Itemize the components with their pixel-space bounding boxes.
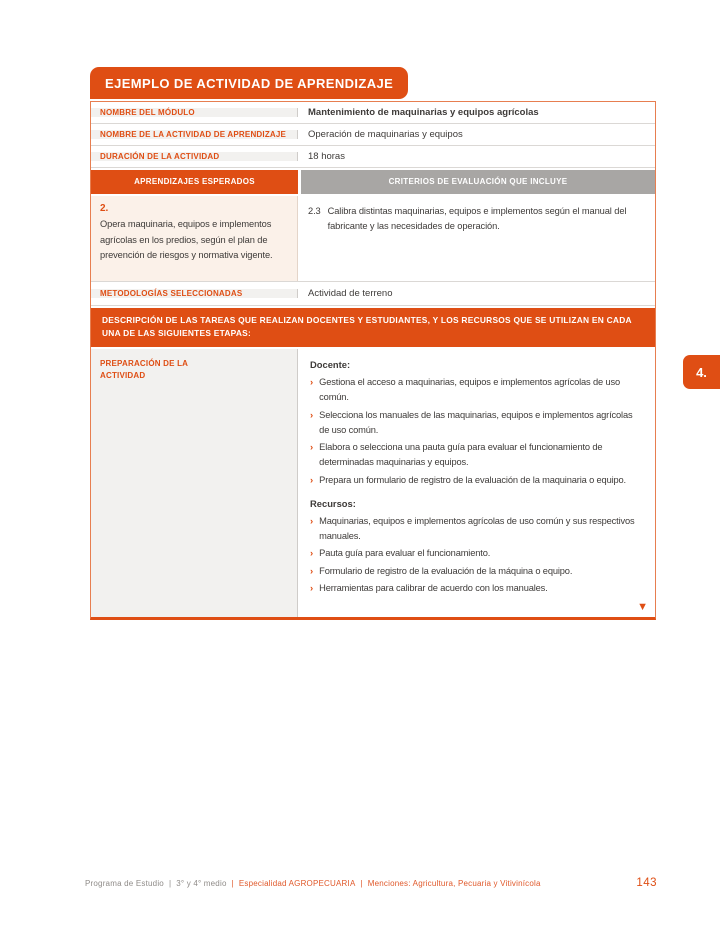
row-label: DURACIÓN DE LA ACTIVIDAD: [91, 152, 298, 161]
list-item: › Herramientas para calibrar de acuerdo con los manuales.: [310, 583, 548, 594]
list-item: › Formulario de registro de la evaluación de la máquina o equipo.: [310, 565, 573, 577]
expected-learnings-header: APRENDIZAJES ESPERADOS: [91, 170, 298, 194]
row-value: Actividad de terreno: [308, 288, 393, 299]
page-title: [90, 67, 408, 99]
tasks-description-band: DESCRIPCIÓN DE LAS TAREAS QUE REALIZAN DOCENTES Y ESTUDIANTES, Y LOS RECURSOS QUE SE UTILIZAN EN CADA UNA DE LAS SIGUIENTES ETAPAS:: [91, 306, 655, 349]
docente-bullet-list: [310, 375, 641, 488]
list-item: › Elabora o selecciona una pauta guía para evaluar el funcionamiento de determinadas maquinarias y equipos.: [310, 440, 641, 470]
criterion: [308, 204, 643, 234]
list-item: › Prepara un formulario de registro de la evaluación de la maquinaria o equipo.: [310, 474, 626, 486]
preparation-label: PREPARACIÓN DE LA ACTIVIDAD: [91, 349, 298, 617]
preparation-row: [91, 349, 655, 617]
footer-separator: |: [168, 879, 172, 888]
row-value: Operación de maquinarias y equipos: [308, 129, 463, 140]
bullet-icon: ›: [310, 548, 314, 559]
list-item: › Pauta guía para evaluar el funcionamiento.: [310, 548, 491, 559]
footer-grade: 3° y 4° medio: [176, 879, 227, 888]
expected-learning-cell: [91, 196, 298, 281]
section-tab: 4.: [683, 355, 720, 389]
list-item: › Gestiona el acceso a maquinarias, equipos e implementos agrícolas de uso común.: [310, 375, 641, 405]
page-footer: [85, 877, 657, 889]
row-label: NOMBRE DE LA ACTIVIDAD DE APRENDIZAJE: [91, 130, 298, 139]
footer-mentions: Menciones: Agricultura, Pecuaria y Vitivinícola: [367, 879, 541, 888]
table-row-duration: [91, 146, 655, 168]
bullet-icon: ›: [310, 474, 314, 486]
page-number: 143: [636, 877, 657, 889]
table-row-methodologies: [91, 281, 655, 306]
footer-specialty: Especialidad AGROPECUARIA: [238, 879, 356, 888]
list-item: › Selecciona los manuales de las maquinarias, equipos e implementos agrícolas de uso común.: [310, 408, 641, 438]
recursos-subtitle: Recursos:: [310, 497, 356, 509]
criterion-text: Calibra distintas maquinarias, equipos e implementos según el manual del fabricante y las necesidades de operación.: [327, 206, 627, 231]
bullet-icon: ›: [310, 409, 314, 421]
criterion-number: 2.3: [308, 206, 321, 216]
bullet-icon: ›: [310, 515, 314, 527]
table-row-module-name: [91, 102, 655, 124]
row-label: METODOLOGÍAS SELECCIONADAS: [91, 289, 298, 298]
row-value: Mantenimiento de maquinarias y equipos agrícolas: [308, 107, 539, 118]
footer-program: Programa de Estudio: [85, 879, 164, 888]
bullet-icon: ›: [310, 442, 314, 453]
bullet-icon: ›: [310, 377, 314, 388]
preparation-content: [298, 349, 655, 617]
column-headers-row: [91, 168, 655, 196]
footer-separator: |: [360, 879, 363, 888]
footer-separator: |: [231, 879, 234, 888]
content-area: [90, 67, 656, 620]
row-label: NOMBRE DEL MÓDULO: [91, 108, 298, 117]
bullet-icon: ›: [310, 565, 314, 577]
recursos-bullet-list: [310, 514, 641, 597]
evaluation-criteria-cell: [298, 196, 655, 281]
evaluation-criteria-header: CRITERIOS DE EVALUACIÓN QUE INCLUYE: [301, 170, 655, 194]
bullet-icon: ›: [310, 583, 314, 594]
activity-table: [90, 101, 656, 620]
page-continues-icon: ▼: [637, 600, 648, 613]
learning-number: 2.: [100, 203, 109, 214]
row-value: 18 horas: [308, 151, 345, 162]
table-row-activity-name: [91, 124, 655, 146]
list-item: › Maquinarias, equipos e implementos agrícolas de uso común y sus respectivos manuales.: [310, 514, 641, 544]
docente-subtitle: Docente:: [310, 359, 351, 370]
learning-content-row: [91, 196, 655, 281]
learning-text: Opera maquinaria, equipos e implementos agrícolas en los predios, según el plan de prevención de riesgos y normativa vigente.: [100, 219, 273, 260]
page-title-label: EJEMPLO DE ACTIVIDAD DE APRENDIZAJE: [105, 76, 394, 91]
